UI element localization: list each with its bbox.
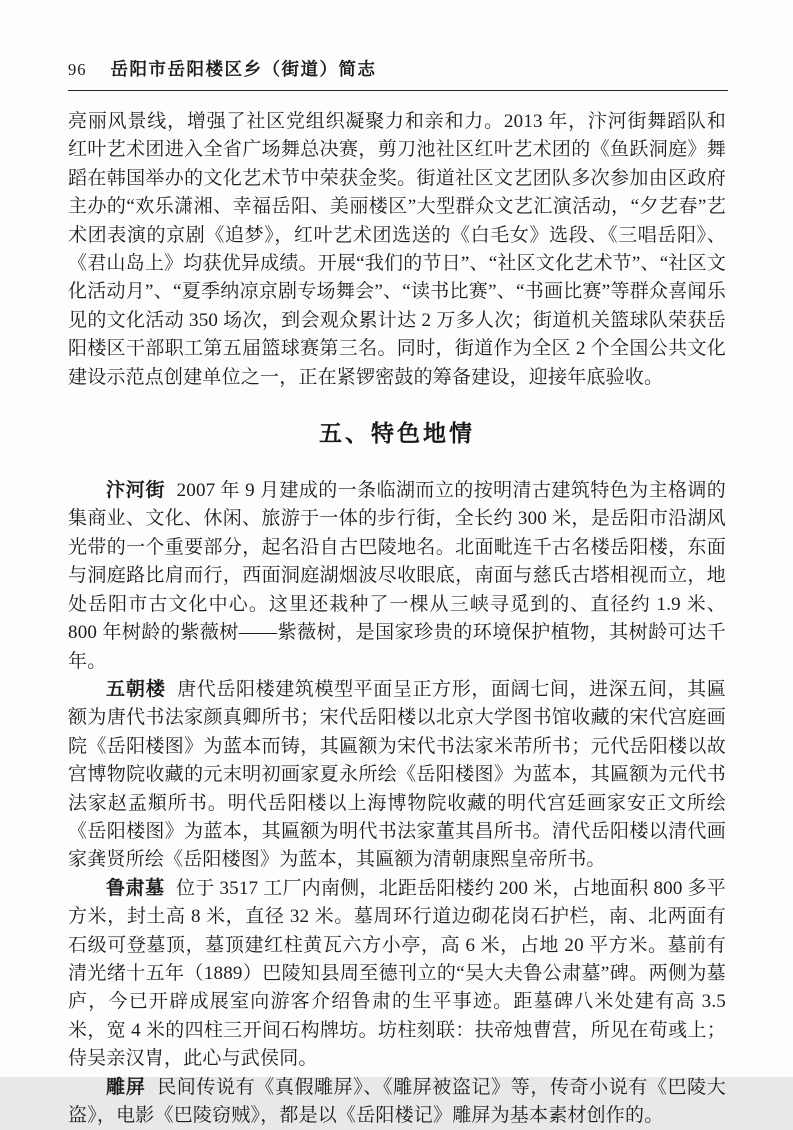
paragraph-lusu-tomb — [68, 875, 726, 1074]
page-number: 96 — [68, 60, 87, 79]
paragraph-lead: 汴河街 — [106, 480, 166, 502]
paragraph-wuchao-tower — [68, 676, 726, 875]
running-header — [68, 56, 728, 91]
paragraph-text: 唐代岳阳楼建筑模型平面呈正方形，面阔七间，进深五间，其匾额为唐代书法家颜真卿所书；宋代岳阳楼以北京大学图书馆收藏的宋代宫庭画院《岳阳楼图》为蓝本而铸，其匾额为宋代书法家米芾所书；元代岳阳楼以故宫博物院收藏的元末明初画家夏永所绘《岳阳楼图》为蓝本，其匾额为元代书法家赵孟頫所书。明代岳阳楼以上海博物院收藏的明代宫廷画家安正文所绘《岳阳楼图》为蓝本，其匾额为明代书法家董其昌所书。清代岳阳楼以清代画家龚贤所绘《岳阳楼图》为蓝本，其匾额为清朝康熙皇帝所书。 — [68, 678, 726, 871]
section-heading: 五、特色地情 — [319, 420, 475, 447]
paragraph-text: 亮丽风景线，增强了社区党组织凝聚力和亲和力。2013 年，汴河街舞蹈队和红叶艺术团进入全省广场舞总决赛，剪刀池社区红叶艺术团的《鱼跃洞庭》舞蹈在韩国举办的文化艺术节中荣获金奖。街道社区文艺团队多次参加由区政府主办的“欢乐潇湘、幸福岳阳、美丽楼区”大型群众文艺汇演活动，“夕艺春”艺术团表演的京剧《追梦》，红叶艺术团选送的《白毛女》选段、《三唱岳阳》、《君山岛上》均获优异成绩。开展“我们的节日”、“社区文化艺术节”、“社区文化活动月”、“夏季纳凉京剧专场舞会”、“读书比赛”、“书画比赛”等群众喜闻乐见的文化活动 350 场次，到会观众累计达 2 万多人次；街道机关篮球队荣获岳阳楼区干部职工第五届篮球赛第三名。同时，街道作为全区 2 个全国公共文化建设示范点创建单位之一，正在紧锣密鼓的筹备建设，迎接年底验收。 — [68, 111, 726, 388]
body-column — [68, 108, 726, 1130]
paragraph-carved-screen — [68, 1074, 726, 1130]
paragraph-bianhe-street — [68, 477, 726, 676]
paragraph-lead: 雕屏 — [106, 1076, 146, 1098]
paragraph-continuation — [68, 108, 726, 392]
paragraph-lead: 鲁肃墓 — [106, 877, 165, 899]
paragraph-text: 民间传说有《真假雕屏》、《雕屏被盗记》等，传奇小说有《巴陵大盗》，电影《巴陵窃贼》，都是以《岳阳楼记》雕屏为基本素材创作的。 — [68, 1076, 726, 1126]
book-title: 岳阳市岳阳楼区乡（街道）简志 — [110, 59, 377, 79]
paragraph-text: 位于 3517 工厂内南侧，北距岳阳楼约 200 米，占地面积 800 多平方米，封土高 8 米，直径 32 米。墓周环行道边砌花岗石护栏，南、北两面有石级可登墓顶，墓顶建红柱黄瓦六方小亭，高 6 米，占地 20 平方米。墓前有清光绪十五年（1889）巴陵知县周至德刊立的“吴大夫鲁公肃墓”碑。两侧为墓庐，今已开辟成展室向游客介绍鲁肃的生平事迹。距墓碑八米处建有高 3.5 米，宽 4 米的四柱三开间石构牌坊。坊柱刻联：扶帝烛曹营，所见在荀彧上；侍吴亲汉胄，此心与武侯同。 — [68, 877, 726, 1070]
paragraph-lead: 五朝楼 — [106, 678, 166, 700]
paragraph-text: 2007 年 9 月建成的一条临湖而立的按明清古建筑特色为主格调的集商业、文化、休闲、旅游于一体的步行街，全长约 300 米，是岳阳市沿湖风光带的一个重要部分，起名沿自古巴陵地名。北面毗连千古名楼岳阳楼，东面与洞庭路比肩而行，西面洞庭湖烟波尽收眼底，南面与慈氏古塔相视而立，地处岳阳市古文化中心。这里还栽种了一棵从三峡寻觅到的、直径约 1.9 米、800 年树龄的紫薇树——紫薇树，是国家珍贵的环境保护植物，其树龄可达千年。 — [68, 480, 726, 672]
